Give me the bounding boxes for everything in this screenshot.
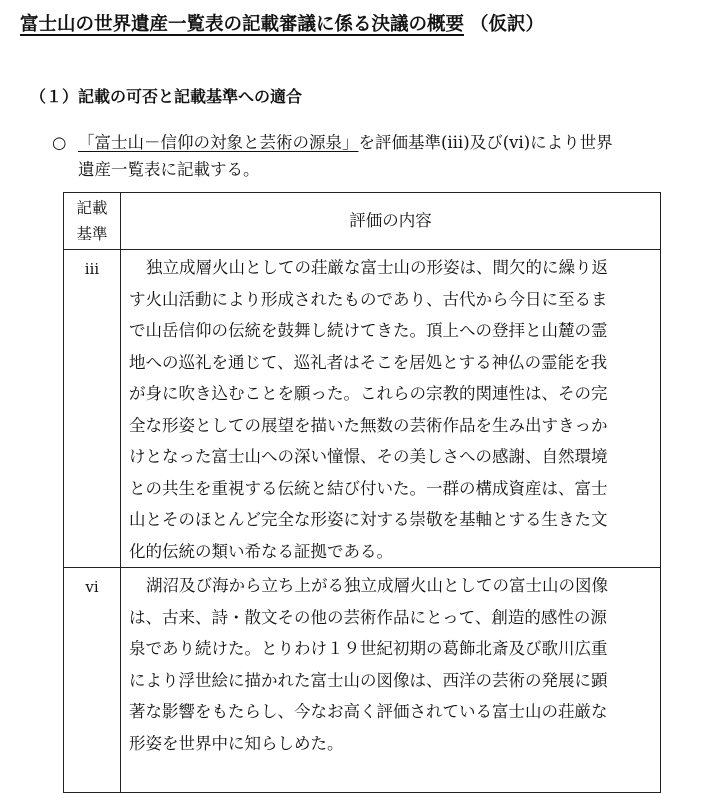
evaluation-line: 独立成層火山としての荘厳な富士山の形姿は、間欠的に繰り返 xyxy=(146,258,608,277)
evaluation-line: で山岳信仰の伝統を鼓舞し続けてきた。頂上への登拝と山麓の霊 xyxy=(129,321,608,340)
evaluation-line: が身に吹き込むことを願った。これらの宗教的関連性は、その完 xyxy=(129,384,608,403)
header-criteria-line1: 記載 xyxy=(76,199,108,217)
table-row xyxy=(64,250,661,568)
criterion-cell: ⅲ xyxy=(64,250,121,568)
evaluation-line: 湖沼及び海から立ち上がる独立成層火山としての富士山の図像 xyxy=(146,576,608,595)
page-title-main: 富士山の世界遺産一覧表の記載審議に係る決議の概要 xyxy=(20,14,465,35)
evaluation-line: 地への巡礼を通じて、巡礼者はそこを居処とする神仏の霊能を我 xyxy=(129,352,608,372)
decision-text-line2: 遺産一覧表に記載する。 xyxy=(78,160,260,179)
header-criteria xyxy=(64,193,121,250)
table-header-row xyxy=(64,193,661,250)
evaluation-line: 泉であり続けた。とりわけ１９世紀初期の葛飾北斎及び歌川広重 xyxy=(129,639,608,658)
decision-statement xyxy=(52,129,692,183)
evaluation-line: す火山活動により形成されたものであり、古代から今日に至るま xyxy=(129,289,608,309)
evaluation-line: けとなった富士山への深い憧憬、その美しさへの感謝、自然環境 xyxy=(129,447,608,466)
page-title-note: （仮訳） xyxy=(470,14,545,35)
evaluation-line: により浮世絵に描かれた富士山の図像は、西洋の芸術の発展に顕 xyxy=(129,670,608,690)
bullet-circle-icon: ○ xyxy=(52,133,67,152)
evaluation-cell xyxy=(121,250,661,568)
criterion-cell: ⅵ xyxy=(64,568,121,793)
evaluation-cell xyxy=(121,568,661,793)
decision-text-line1: を評価基準(ⅲ)及び(ⅵ)により世界 xyxy=(358,133,613,152)
header-evaluation: 評価の内容 xyxy=(121,193,661,250)
evaluation-line: 山とそのほとんど完全な形姿に対する崇敬を基軸とする生きた文 xyxy=(129,510,608,529)
evaluation-line: は、古来、詩・散文その他の芸術作品にとって、創造的感性の源 xyxy=(129,607,607,627)
table-row xyxy=(64,568,661,793)
evaluation-line: 化的伝統の類い希なる証拠である。 xyxy=(129,541,393,561)
criteria-table xyxy=(63,192,661,793)
property-name: 「富士山－信仰の対象と芸術の源泉」 xyxy=(78,133,359,152)
header-criteria-line2: 基準 xyxy=(76,225,108,243)
evaluation-line: 著な影響をもたらし、今なお高く評価されている富士山の荘厳な xyxy=(129,702,608,721)
evaluation-line: との共生を重視する伝統と結び付いた。一群の構成資産は、富士 xyxy=(129,478,608,498)
evaluation-line: 全な形姿としての展望を描いた無数の芸術作品を生み出すきっか xyxy=(129,415,608,435)
evaluation-line: 形姿を世界中に知らしめた。 xyxy=(129,733,344,753)
page-title xyxy=(20,12,544,38)
section-heading: （１）記載の可否と記載基準への適合 xyxy=(30,87,303,106)
